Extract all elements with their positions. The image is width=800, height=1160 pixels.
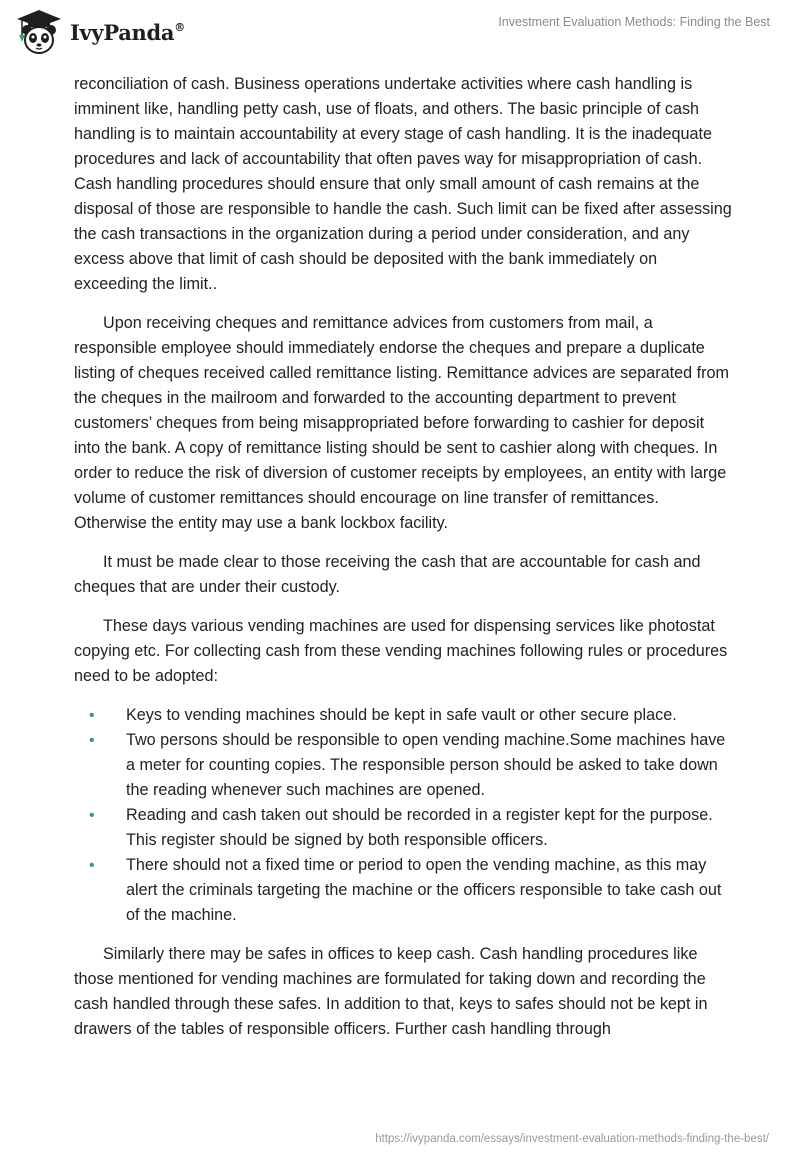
paragraph-1: reconciliation of cash. Business operations undertake activities where cash handling is imminent like, handling petty cash, use of floats, and others. The basic principle of cash handling is to maintain accountability at every stage of cash handling. It is the inadequate procedures and lack of accountability that often paves way for misappropriation of cash. Cash handling procedures should ensure that only small amount of cash remains at the disposal of those are responsible to handle the cash. Such limit can be fixed after assessing the cash transactions in the organization during a period under consideration, and any excess above that limit of cash should be deposited with the bank immediately on exceeding the limit.. — [74, 75, 732, 293]
paragraph-5: Similarly there may be safes in offices to keep cash. Cash handling procedures like those mentioned for vending machines are formulated for taking down and recording the cash handled through these safes. In addition to that, keys to safes should not be kept in drawers of the tables of responsible officers. Further cash handling through — [74, 945, 708, 1038]
vending-rules-list — [74, 703, 734, 928]
list-item — [74, 728, 734, 803]
bullet-icon: • — [89, 807, 95, 824]
article-body — [74, 72, 734, 1056]
document-title: Investment Evaluation Methods: Finding the Best — [498, 15, 770, 29]
source-url-link[interactable]: https://ivypanda.com/essays/investment-evaluation-methods-finding-the-best/ — [375, 1133, 769, 1145]
paragraph-4: These days various vending machines are used for dispensing services like photostat copying etc. For collecting cash from these vending machines following rules or procedures need to be adopted: — [74, 617, 728, 685]
ivypanda-logo[interactable] — [14, 8, 185, 56]
panda-graduate-icon — [14, 8, 64, 56]
list-item-text: Keys to vending machines should be kept in safe vault or other secure place. — [126, 706, 677, 724]
list-item — [74, 803, 734, 853]
brand-name: IvyPanda® — [70, 19, 185, 45]
paragraph-2: Upon receiving cheques and remittance advices from customers from mail, a responsible employee should immediately endorse the cheques and prepare a duplicate listing of cheques received called remittance listing. Remittance advices are separated from the cheques in the mailroom and forwarded to the accounting department to prevent customers’ cheques from being misappropriated before forwarding to cashier for deposit into the bank. A copy of remittance listing should be sent to cashier along with cheques. In order to reduce the risk of diversion of customer receipts by employees, an entity with large volume of customer remittances should encourage on line transfer of remittances. Otherwise the entity may use a bank lockbox facility. — [74, 314, 730, 532]
list-item-text: Two persons should be responsible to open vending machine.Some machines have a meter for counting copies. The responsible person should be asked to take down the reading whenever such machines are opened. — [126, 731, 726, 799]
list-item-text: There should not a fixed time or period to open the vending machine, as this may alert the criminals targeting the machine or the officers responsible to take cash out of the machine. — [126, 856, 722, 924]
list-item — [74, 853, 734, 928]
bullet-icon: • — [89, 707, 95, 724]
paragraph-3: It must be made clear to those receiving the cash that are accountable for cash and cheques that are under their custody. — [74, 553, 701, 596]
list-item — [74, 703, 734, 728]
bullet-icon: • — [89, 732, 95, 749]
page-header — [0, 0, 800, 68]
list-item-text: Reading and cash taken out should be recorded in a register kept for the purpose. This register should be signed by both responsible officers. — [126, 806, 713, 849]
bullet-icon: • — [89, 857, 95, 874]
